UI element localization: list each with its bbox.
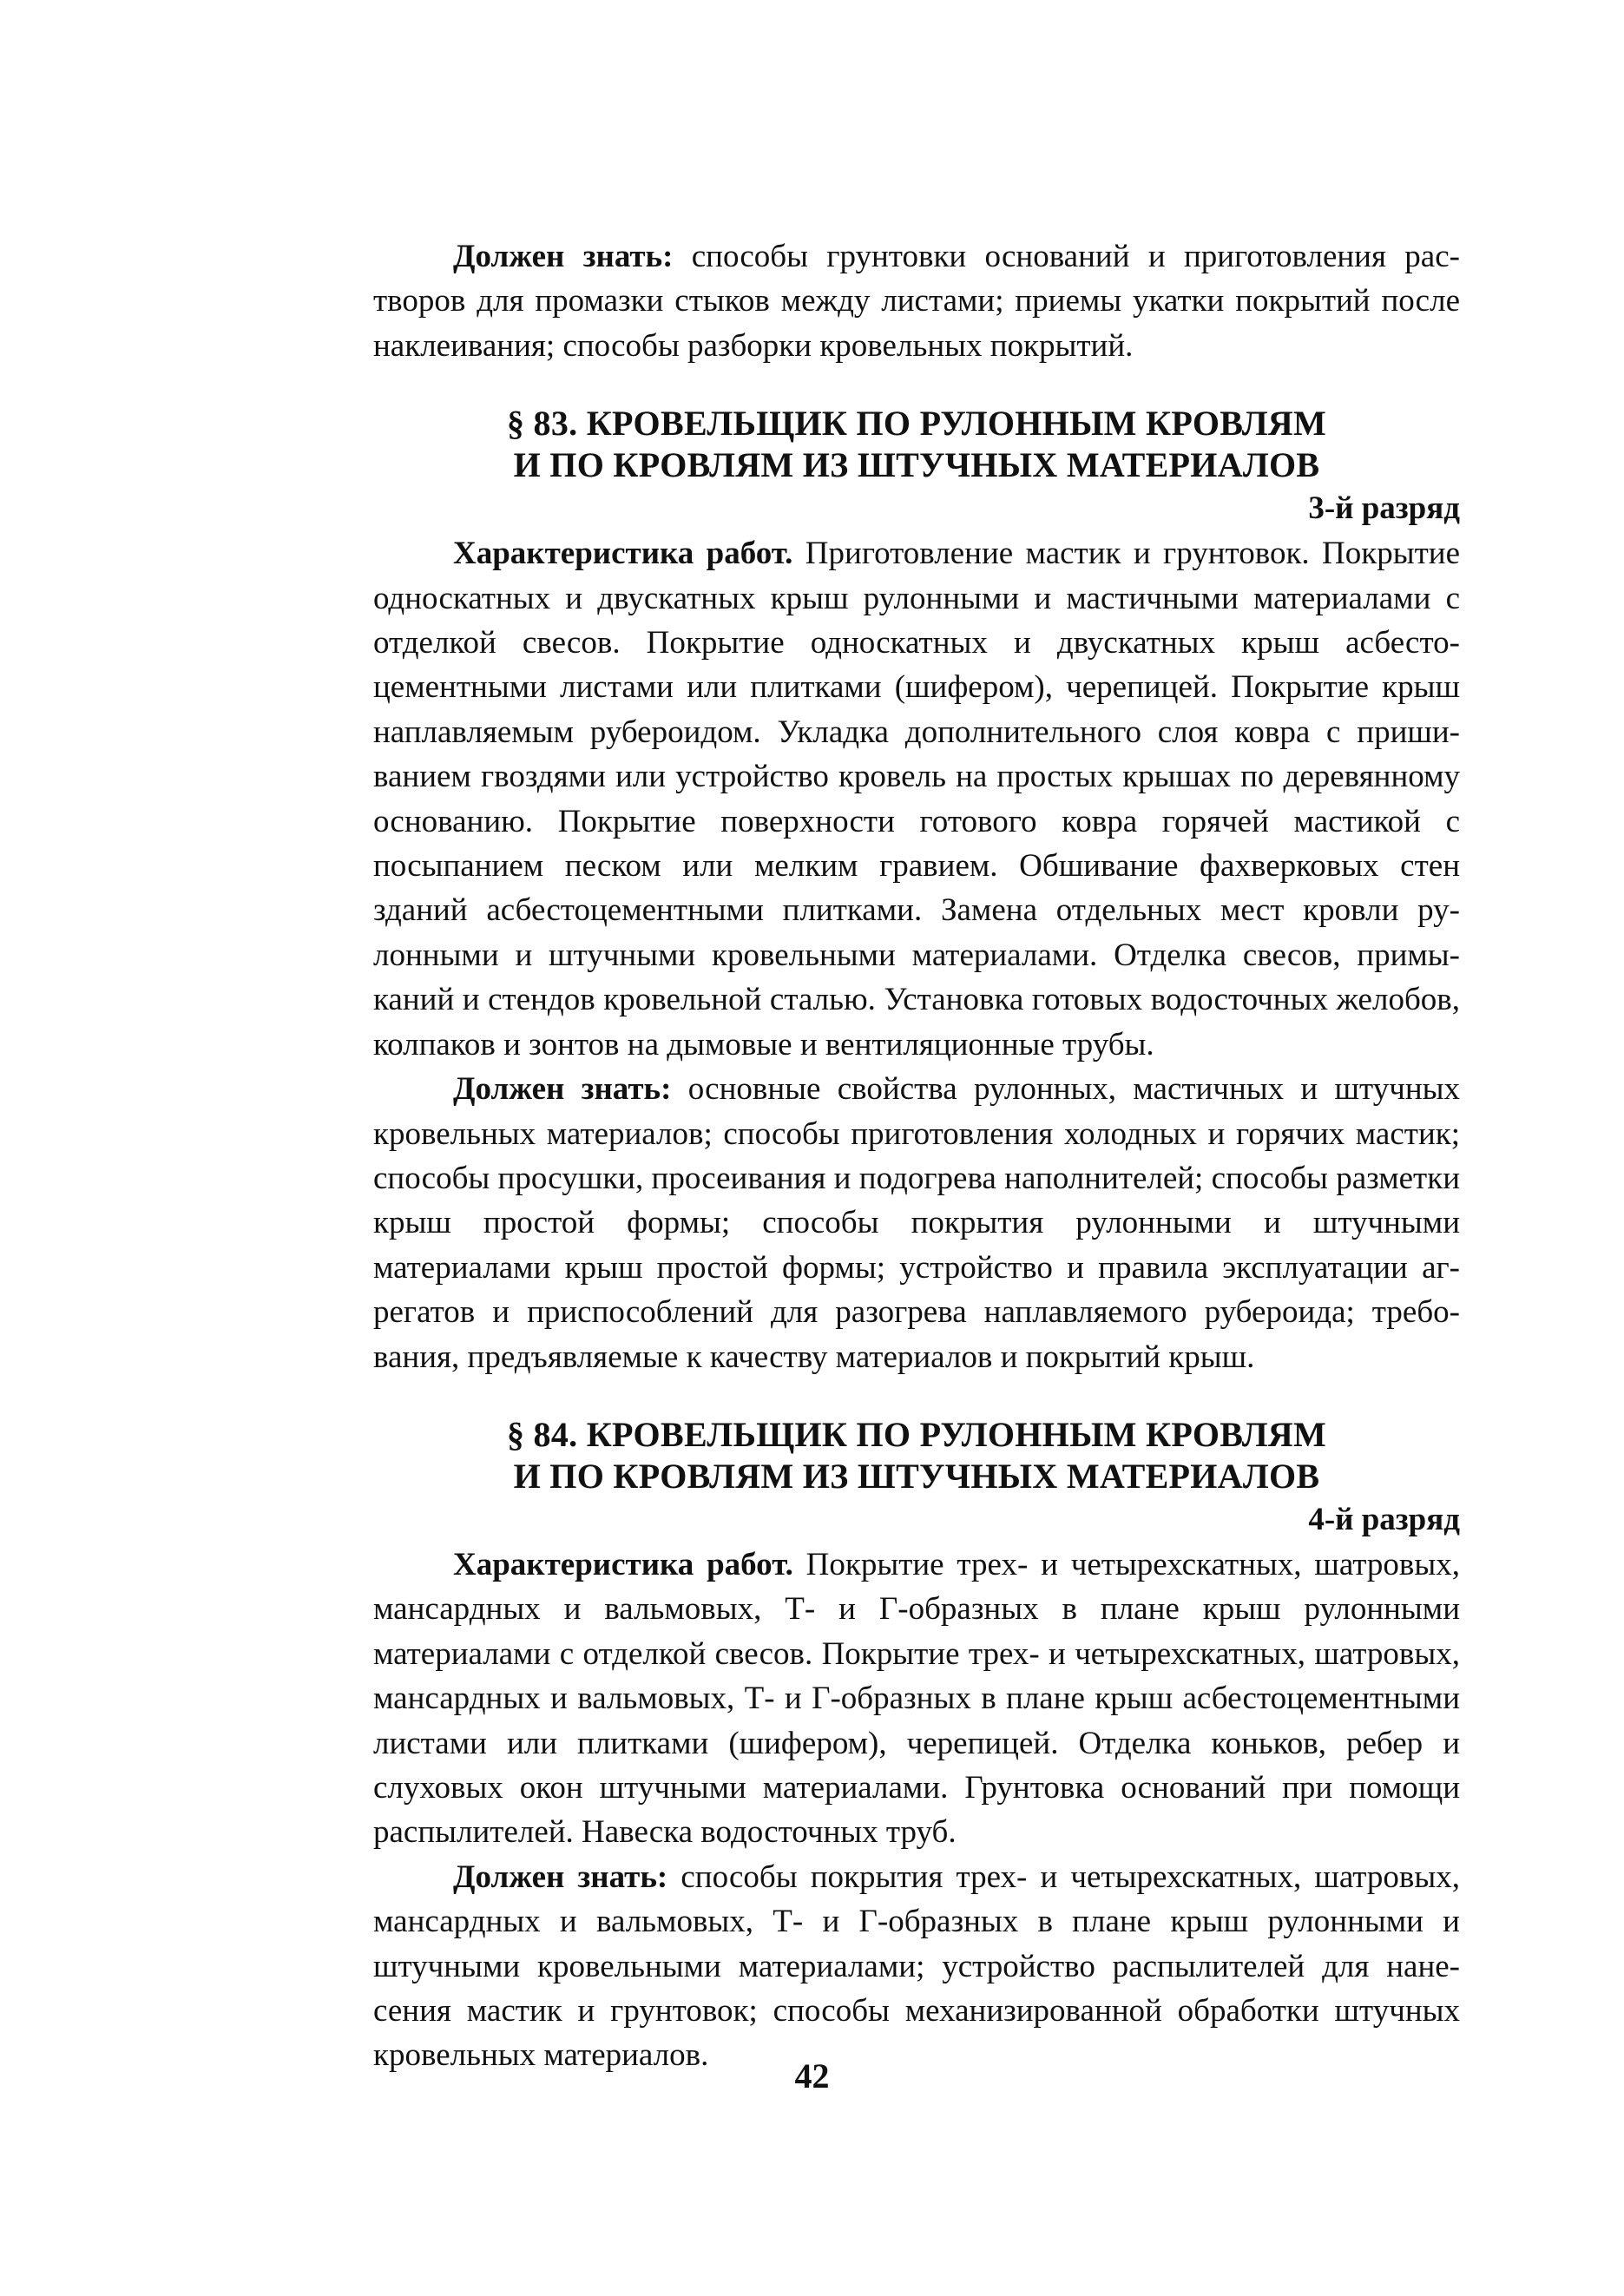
section-heading	[373, 403, 1460, 486]
section-heading-line1: § 83. КРОВЕЛЬЩИК ПО РУЛОННЫМ КРОВЛЯМ	[506, 404, 1327, 444]
know-lead: Должен знать:	[453, 1859, 668, 1895]
must-know-paragraph	[373, 1855, 1460, 2078]
work-characteristics-paragraph	[373, 1543, 1460, 1855]
rank-label: 4-й разряд	[1308, 1501, 1460, 1537]
section-heading	[373, 1414, 1460, 1497]
rank-label: 3-й разряд	[1308, 490, 1460, 527]
know-lead: Должен знать:	[453, 1071, 672, 1108]
section-83	[373, 403, 1460, 1379]
know-text: основные свойства рулонных, мастичных и штучных кровельных материалов; способы приготовления холодных и горячих мастик; способы просушки, просеивания и подогрева наполнителей; способы разметки крыш простой формы; способы покрытия рулонными и штучными материалами крыш простой формы; устройство и правила эксплуатации агрегатов и приспособлений для разогрева наплавляемого рубероида; требования, предъявляемые к качеству материалов и покрытий крыш.	[373, 1071, 1460, 1375]
section-heading-line2: И ПО КРОВЛЯМ ИЗ ШТУЧНЫХ МАТЕРИАЛОВ	[513, 1456, 1320, 1496]
intro-paragraph	[373, 234, 1460, 368]
work-text: Приготовление мастик и грунтовок. Покрытие односкатных и двускатных крыш рулонными и мастичными материалами с отделкой свесов. Покрытие односкатных и двускатных крыш асбестоцементными листами или плитками (шифером), черепицей. Покрытие крыш наплавляемым рубероидом. Укладка дополнительного слоя ковра с пришиванием гвоздями или устройство кровель на простых крышах по деревянному основанию. Покрытие поверхности готового ковра горячей мастикой с посыпанием песком или мелким гравием. Обшивание фахверковых стен зданий асбестоцементными плитками. Замена отдельных мест кровли рулонными и штучными кровельными материалами. Отделка свесов, примыканий и стендов кровельной сталью. Установка готовых водосточных желобов, колпаков и зонтов на дымовые и вентиляционные трубы.	[373, 536, 1460, 1062]
section-heading-line1: § 84. КРОВЕЛЬЩИК ПО РУЛОННЫМ КРОВЛЯМ	[506, 1414, 1327, 1454]
intro-text: способы грунтовки оснований и приготовления растворов для промазки стыков между листами; приемы укатки покрытий после наклеивания; способы разборки кровельных покрытий.	[373, 239, 1460, 364]
section-84	[373, 1414, 1460, 2078]
spacer	[373, 368, 1460, 403]
know-text: способы покрытия трех- и четырехскатных, шатровых, мансардных и вальмовых, Т- и Г-образных в плане крыш рулонными и штучными кровельными материалами; устройство распылителей для нанесения мастик и грунтовок; способы механизированной обработки штучных кровельных материалов.	[373, 1859, 1460, 2074]
work-characteristics-paragraph	[373, 531, 1460, 1067]
work-lead: Характеристика работ.	[453, 536, 793, 572]
section-heading-line2: И ПО КРОВЛЯМ ИЗ ШТУЧНЫХ МАТЕРИАЛОВ	[513, 445, 1320, 485]
must-know-paragraph	[373, 1067, 1460, 1379]
intro-lead: Должен знать:	[453, 239, 674, 274]
work-lead: Характеристика работ.	[453, 1546, 793, 1582]
page-number: 42	[794, 2056, 830, 2095]
work-text: Покрытие трех- и четырехскатных, шатровых, мансардных и вальмовых, Т- и Г-образных в плане крыш рулонными материалами с отделкой свесов. Покрытие трех- и четырехскатных, шатровых, мансардных и вальмовых, Т- и Г-образных в плане крыш асбестоцементными листами или плитками (шифером), черепицей. Отделка коньков, ребер и слуховых окон штучными материалами. Грунтовка оснований при помощи распылителей. Навеска водосточных труб.	[373, 1546, 1460, 1851]
page-content	[373, 234, 1460, 2078]
spacer	[373, 1379, 1460, 1414]
